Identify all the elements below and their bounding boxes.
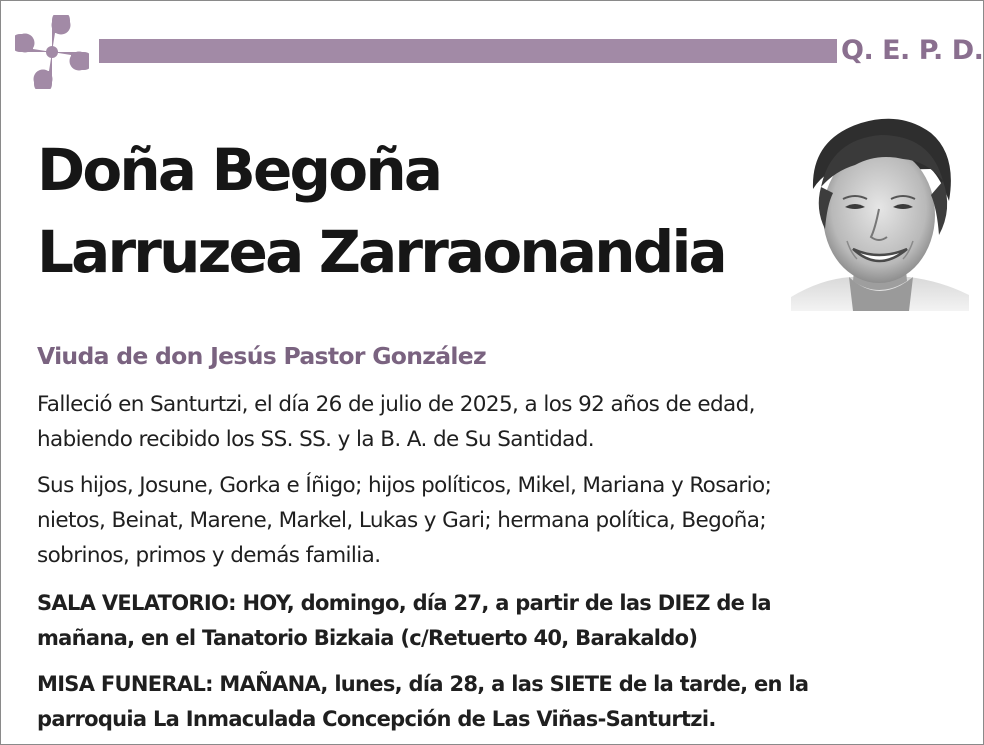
qepd-label: Q. E. P. D.: [841, 35, 984, 66]
family-list: [37, 468, 972, 573]
family-line: nietos, Beinat, Marene, Markel, Lukas y Gari; hermana política, Begoña;: [37, 508, 766, 533]
lauburu-icon: [15, 15, 89, 89]
wake-line: SALA VELATORIO: HOY, domingo, día 27, a partir de las DIEZ de la: [37, 591, 771, 615]
funeral-line: MISA FUNERAL: MAÑANA, lunes, día 28, a las SIETE de la tarde, en la: [37, 672, 809, 696]
name-line-1: Doña Begoña: [37, 136, 441, 204]
subtitle-widow: Viuda de don Jesús Pastor González: [37, 342, 486, 370]
name-line-2: Larruzea Zarraonandia: [37, 218, 725, 286]
death-notice-line: Falleció en Santurtzi, el día 26 de julio de 2025, a los 92 años de edad,: [37, 392, 755, 417]
deceased-name: [37, 129, 797, 293]
family-line: sobrinos, primos y demás familia.: [37, 543, 381, 568]
funeral-info: [37, 667, 972, 737]
wake-info: [37, 586, 972, 656]
portrait-photo: [791, 109, 969, 311]
wake-line: mañana, en el Tanatorio Bizkaia (c/Retuerto 40, Barakaldo): [37, 626, 698, 650]
header-rule: [99, 39, 837, 63]
family-line: Sus hijos, Josune, Gorka e Íñigo; hijos políticos, Mikel, Mariana y Rosario;: [37, 473, 772, 498]
funeral-line: parroquia La Inmaculada Concepción de Las Viñas-Santurtzi.: [37, 707, 716, 731]
death-notice: [37, 387, 972, 457]
death-notice-line: habiendo recibido los SS. SS. y la B. A. de Su Santidad.: [37, 427, 594, 452]
